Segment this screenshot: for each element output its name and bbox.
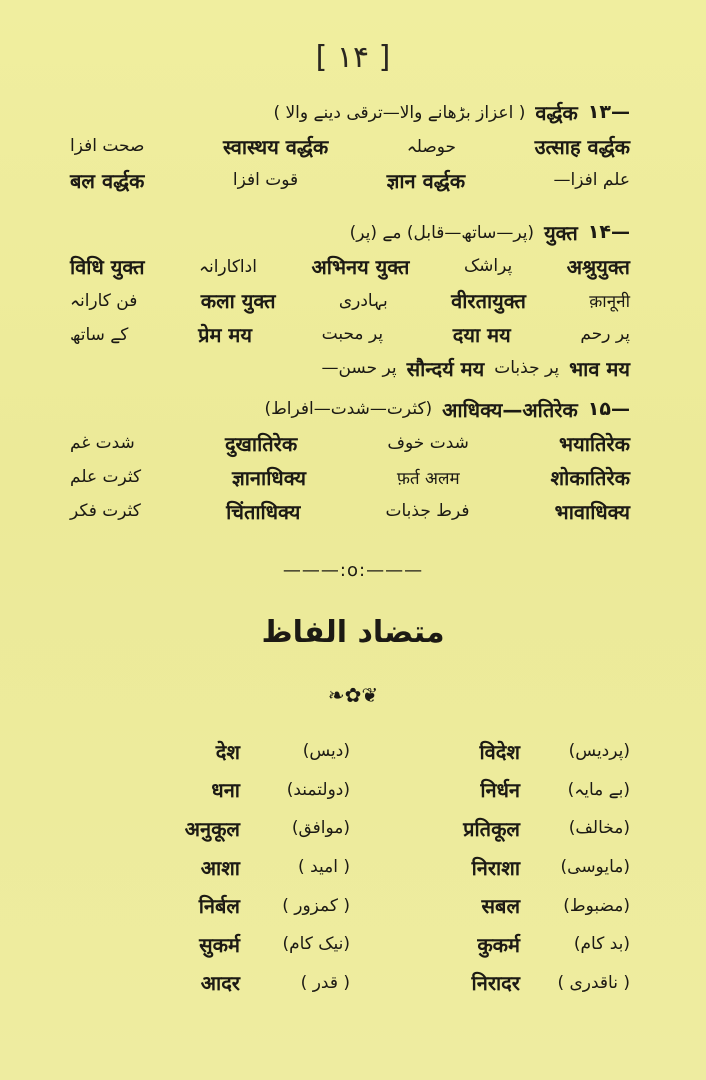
opposite-hindi: कुकर्म — [477, 932, 520, 957]
antonym-row — [80, 964, 630, 1003]
headword-hindi: युक्त — [544, 220, 578, 245]
compound-hindi: विधि युक्त — [70, 254, 145, 279]
entry-13-line-2 — [70, 129, 630, 163]
compound-urdu: پر جذبات — [494, 358, 560, 378]
compound-hindi: भयातिरेक — [559, 431, 630, 456]
opposite-hindi: प्रतिकूल — [463, 816, 520, 841]
compound-urdu: شدت خوف — [387, 433, 469, 453]
compound-urdu: فرط جذبات — [385, 501, 470, 521]
compound-hindi: चिंताधिक्य — [226, 499, 301, 524]
compound-urdu: کے ساتھ — [70, 324, 129, 345]
compound-urdu: اداکارانہ — [199, 256, 257, 277]
word-urdu: ( کمزور ) — [282, 895, 350, 916]
entry-15-line-2 — [70, 426, 630, 460]
word-hindi: धना — [211, 778, 240, 803]
compound-urdu: علم افزا— — [553, 170, 630, 190]
compound-hindi: दुखातिरेक — [224, 431, 298, 456]
compound-hindi: बल वर्द्धक — [70, 168, 145, 193]
compound-hindi: शोकातिरेक — [550, 465, 630, 490]
compound-hindi: भाव मय — [569, 356, 630, 381]
headword-hindi: वर्द्धक — [535, 100, 578, 125]
compound-hindi: प्रेम मय — [198, 322, 252, 347]
antonym-row — [80, 925, 630, 964]
opposite-hindi: विदेश — [479, 739, 520, 764]
compound-hindi: ज्ञान वर्द्धक — [386, 168, 466, 193]
entry-14 — [70, 215, 630, 385]
compound-urdu: क़ानूनी — [589, 291, 630, 312]
word-urdu: (دولتمند) — [286, 779, 350, 800]
compound-urdu: کثرت علم — [70, 467, 142, 487]
entry-14-line-4 — [70, 317, 630, 351]
compound-hindi: ज्ञानाधिक्य — [231, 465, 306, 490]
compound-hindi: उत्साह वर्द्धक — [534, 134, 630, 159]
compound-hindi: अश्रुयुक्त — [566, 254, 630, 279]
antonym-row — [80, 732, 630, 771]
headword-gloss: (کثرت—شدت—افراط) — [264, 399, 433, 419]
compound-hindi: भावाधिक्य — [554, 499, 630, 524]
compound-hindi: स्वास्थय वर्द्धक — [222, 134, 329, 159]
compound-urdu: پر محبت — [321, 324, 384, 344]
compound-hindi: दया मय — [452, 322, 511, 347]
opposite-urdu: (مخالف) — [568, 818, 630, 839]
opposite-urdu: (بے مایہ) — [567, 780, 630, 801]
entry-number: ۱۳— — [587, 101, 630, 123]
headword-hindi: आधिक्य—अतिरेक — [442, 397, 578, 422]
entry-13 — [70, 95, 630, 197]
entry-14-line-3 — [70, 283, 630, 317]
compound-urdu: کثرت فکر — [70, 501, 141, 521]
opposite-hindi: निरादर — [471, 971, 520, 996]
entry-13-headword-line — [70, 95, 630, 129]
opposite-hindi: सबल — [481, 894, 520, 919]
page-number: [ ۱۴ ] — [315, 40, 391, 75]
antonym-row — [80, 886, 630, 925]
compound-hindi: सौन्दर्य मय — [406, 356, 485, 381]
entry-15-headword-line — [70, 392, 630, 426]
headword-gloss: (پر—ساتھ—قابل) مے (پر) — [349, 222, 535, 243]
compound-urdu: فن کارانہ — [70, 290, 138, 311]
word-hindi: आशा — [200, 855, 240, 880]
opposite-urdu: ( ناقدری ) — [557, 972, 630, 993]
compound-urdu: بہادری — [338, 290, 388, 311]
opposite-urdu: (مضبوط) — [563, 895, 630, 916]
word-hindi: आदर — [200, 971, 240, 996]
word-hindi: सुकर्म — [199, 932, 240, 957]
compound-hindi: कला युक्त — [200, 288, 276, 313]
word-urdu: (دیس) — [302, 741, 350, 762]
entry-14-line-2 — [70, 249, 630, 283]
compound-hindi: अभिनय युक्त — [311, 254, 410, 279]
entry-number: ۱۵— — [587, 398, 630, 420]
compound-urdu: پر حسن— — [321, 358, 397, 378]
antonym-row — [80, 809, 630, 848]
entry-14-headword-line — [70, 215, 630, 249]
entry-15-line-4 — [70, 494, 630, 528]
opposite-urdu: (پردیس) — [568, 741, 630, 762]
ornament-icon: ❧✿❦ — [327, 683, 379, 707]
entry-13-line-3 — [70, 163, 630, 197]
word-urdu: ( امید ) — [298, 857, 350, 878]
antonym-row — [80, 771, 630, 810]
word-hindi: अनुकूल — [184, 816, 240, 841]
section-divider: ———:o:——— — [282, 560, 424, 581]
word-hindi: निर्बल — [198, 894, 240, 919]
compound-urdu: پراشک — [463, 256, 513, 276]
compound-hindi: वीरतायुक्त — [451, 288, 526, 313]
opposite-urdu: (مایوسی) — [560, 857, 630, 878]
word-urdu: (نیک کام) — [282, 934, 350, 955]
opposite-urdu: (بد کام) — [573, 934, 630, 955]
compound-urdu: شدت غم — [70, 433, 135, 453]
antonym-row — [80, 848, 630, 887]
compound-urdu: फ़र्त अलम — [396, 468, 460, 489]
word-urdu: ( قدر ) — [300, 972, 350, 993]
antonym-list — [80, 732, 630, 1002]
compound-urdu: حوصلہ — [406, 136, 457, 157]
compound-urdu: صحت افزا — [70, 136, 145, 156]
entry-15-line-3 — [70, 460, 630, 494]
compound-urdu: پر رحم — [580, 324, 630, 344]
opposite-hindi: निर्धन — [480, 778, 520, 803]
entry-15 — [70, 392, 630, 528]
compound-urdu: قوت افزا — [232, 170, 299, 190]
entry-14-line-5 — [70, 351, 630, 385]
word-urdu: (موافق) — [291, 818, 350, 839]
word-hindi: देश — [215, 739, 240, 764]
opposite-hindi: निराशा — [471, 855, 520, 880]
section-title: متضاد الفاظ — [261, 615, 445, 650]
headword-gloss: ( اعزاز بڑھانے والا—ترقی دینے والا ) — [273, 102, 526, 123]
entry-number: ۱۴— — [587, 221, 630, 243]
